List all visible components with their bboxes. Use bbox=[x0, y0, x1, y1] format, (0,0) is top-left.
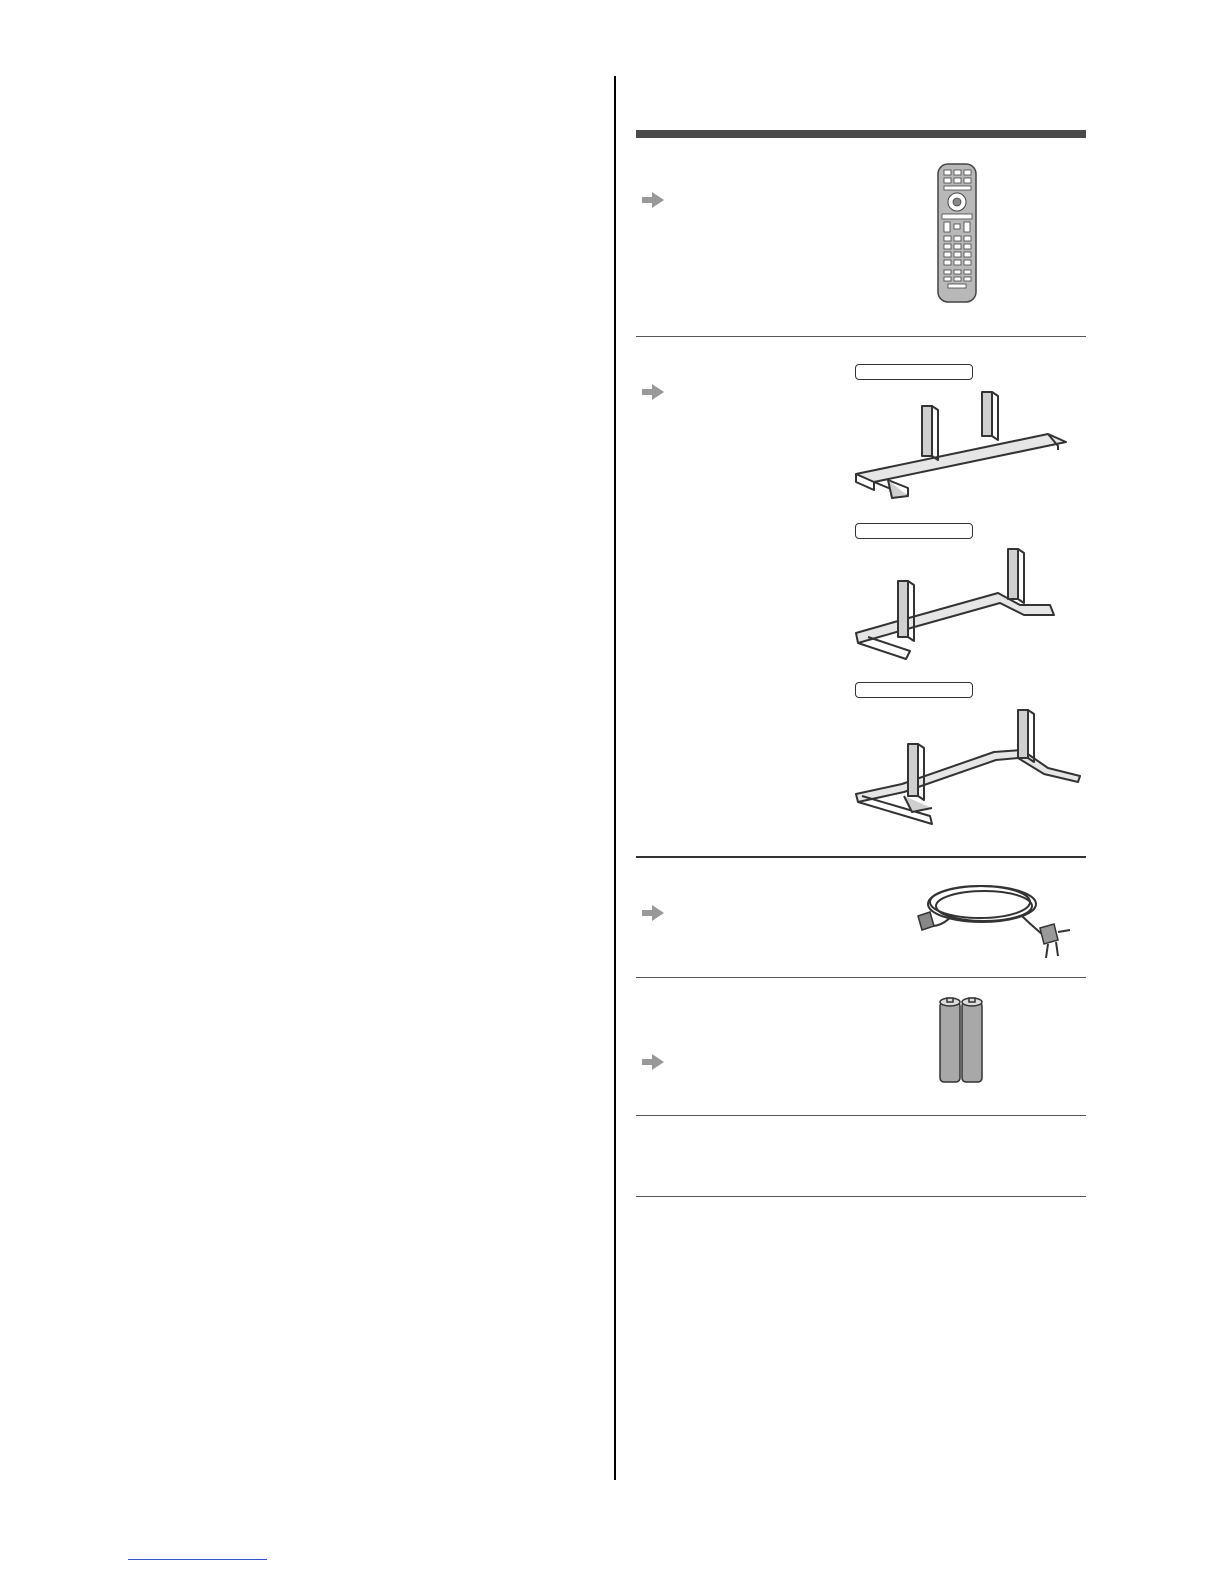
divider-4 bbox=[636, 1115, 1086, 1116]
stand-icon bbox=[850, 545, 1060, 663]
column-divider bbox=[614, 76, 616, 1480]
arrow-icon bbox=[642, 384, 664, 400]
section-header-bar bbox=[636, 130, 1086, 138]
divider-3 bbox=[636, 977, 1086, 978]
remote-control-icon bbox=[936, 162, 978, 304]
divider-2 bbox=[636, 856, 1086, 858]
footer-link-underline[interactable] bbox=[128, 1559, 267, 1560]
divider-1 bbox=[636, 336, 1086, 337]
stand-icon bbox=[852, 706, 1082, 830]
model-label-box bbox=[855, 364, 973, 380]
power-cord-icon bbox=[912, 876, 1072, 962]
model-label-box bbox=[855, 523, 973, 539]
arrow-icon bbox=[642, 192, 664, 208]
model-label-box bbox=[855, 682, 973, 698]
arrow-icon bbox=[642, 905, 664, 921]
arrow-icon bbox=[642, 1054, 664, 1070]
divider-5 bbox=[636, 1196, 1086, 1197]
stand-icon bbox=[848, 386, 1074, 504]
battery-icon bbox=[938, 996, 986, 1086]
